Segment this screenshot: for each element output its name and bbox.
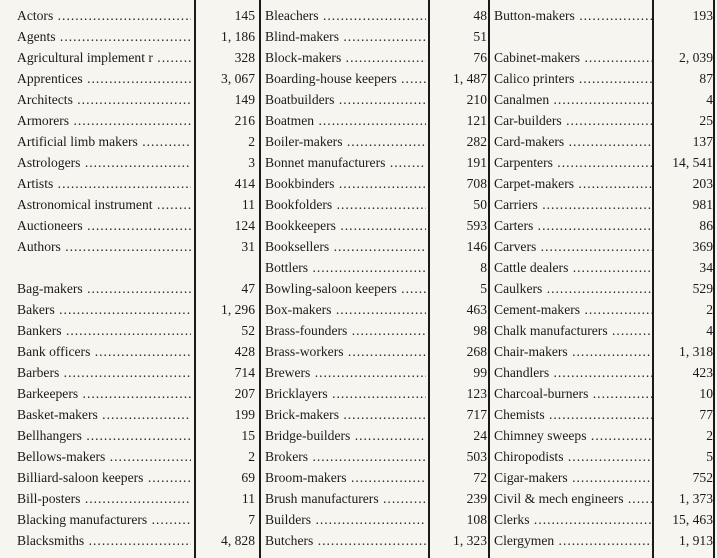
table-row [490,5,715,26]
table-row [261,194,489,215]
table-row [0,110,259,131]
occupation-label: Brewers ..... [265,362,426,383]
table-row [0,425,259,446]
table-row [490,236,715,257]
occupation-count: 752 [692,470,713,485]
occupation-count: 11 [241,491,255,506]
occupation-label: Bankers ..... [17,320,191,341]
occupation-label: Cigar-makers ..... [494,467,652,488]
table-row [261,236,489,257]
occupation-count: 423 [692,365,713,380]
occupation-label: Barkeepers ..... [17,383,191,404]
occupation-count: 5 [480,281,487,296]
occupation-label: Artists ..... [17,173,191,194]
occupation-label: Chimney sweeps ..... [494,425,652,446]
table-row [0,5,259,26]
occupation-count: 2, 039 [679,50,713,65]
occupation-count: 24 [473,428,487,443]
occupation-label: Bellows-makers ..... [17,446,191,467]
occupation-label: Boiler-makers ..... [265,131,426,152]
occupation-count: 87 [699,71,713,86]
occupation-label: Card-makers ..... [494,131,652,152]
table-row [0,236,259,257]
table-row [0,362,259,383]
occupation-count: 428 [234,344,255,359]
table-row [0,320,259,341]
occupation-label: Brick-makers ..... [265,404,426,425]
occupation-label: Astrologers ..... [17,152,191,173]
table-row [490,488,715,509]
occupation-count: 76 [473,50,487,65]
occupation-label: Bridge-builders ..... [265,425,426,446]
occupation-count: 25 [699,113,713,128]
occupation-label: Brass-founders ..... [265,320,426,341]
table-row [0,152,259,173]
table-row [490,530,715,551]
occupation-label: Carvers ..... [494,236,652,257]
occupation-label: Cement-makers ..... [494,299,652,320]
table-row [490,467,715,488]
occupation-count: 4, 828 [221,533,255,548]
table-row [261,278,489,299]
table-row [261,320,489,341]
occupation-label: Artificial limb makers ..... [17,131,191,152]
occupation-count: 210 [466,92,487,107]
occupation-label: Box-makers ..... [265,299,426,320]
occupation-label: Canalmen ..... [494,89,652,110]
occupation-count: 3, 067 [221,71,255,86]
table-row [490,194,715,215]
occupation-count: 199 [234,407,255,422]
table-row [490,131,715,152]
occupation-count: 50 [473,197,487,212]
table-row [0,173,259,194]
table-row [261,530,489,551]
occupation-count: 69 [241,470,255,485]
occupation-label: Bank officers ..... [17,341,191,362]
table-row [261,383,489,404]
table-row [0,446,259,467]
occupation-count: 123 [466,386,487,401]
table-row [0,89,259,110]
occupation-count: 4 [706,323,713,338]
occupation-label: Bakers ..... [17,299,191,320]
occupation-label: Barbers ..... [17,362,191,383]
occupation-label: Bottlers ..... [265,257,426,278]
table-row [490,341,715,362]
table-row [490,362,715,383]
table-row [261,26,489,47]
occupation-label: Bowling-saloon keepers ..... [265,278,426,299]
table-row [490,278,715,299]
occupation-label: Carters ..... [494,215,652,236]
occupation-count: 714 [234,365,255,380]
table-row [0,194,259,215]
table-row [0,47,259,68]
occupation-count: 86 [699,218,713,233]
column-1 [0,0,259,558]
occupation-label: Agents ..... [17,26,191,47]
table-row [0,467,259,488]
occupation-label: Chair-makers ..... [494,341,652,362]
occupation-label: Auctioneers ..... [17,215,191,236]
table-row [490,89,715,110]
occupation-count: 463 [466,302,487,317]
table-row [490,215,715,236]
occupation-count: 2 [248,449,255,464]
occupation-label: Civil & mech engineers ..... [494,488,652,509]
occupation-label: Builders ..... [265,509,426,530]
occupation-label: Booksellers ..... [265,236,426,257]
table-row [490,110,715,131]
table-row [261,173,489,194]
occupation-label: Clerks ..... [494,509,652,530]
table-row [0,278,259,299]
occupation-count: 98 [473,323,487,338]
occupation-count: 708 [466,176,487,191]
occupation-label: Carpenters ..... [494,152,652,173]
occupation-count: 2 [248,134,255,149]
occupation-count: 1, 323 [453,533,487,548]
occupation-label: Chandlers ..... [494,362,652,383]
table-row [0,341,259,362]
occupation-label: Caulkers ..... [494,278,652,299]
occupation-count: 414 [234,176,255,191]
occupation-label: Apprentices ..... [17,68,191,89]
occupation-count: 8 [480,260,487,275]
table-row [261,488,489,509]
occupation-label: Chalk manufacturers ..... [494,320,652,341]
occupation-count: 268 [466,344,487,359]
occupation-label: Button-makers ..... [494,5,652,26]
occupation-count: 108 [466,512,487,527]
table-row [261,131,489,152]
occupation-label: Authors ..... [17,236,191,257]
occupation-count: 146 [466,239,487,254]
table-row [261,5,489,26]
table-row [261,68,489,89]
occupation-count: 47 [241,281,255,296]
occupation-label: Bookfolders ..... [265,194,426,215]
occupation-count: 529 [692,281,713,296]
occupation-count: 77 [699,407,713,422]
occupation-count: 99 [473,365,487,380]
table-row [261,425,489,446]
occupation-count: 328 [234,50,255,65]
table-row [0,131,259,152]
occupation-count: 31 [241,239,255,254]
occupation-count: 5 [706,449,713,464]
table-row [490,173,715,194]
occupation-label: Astronomical instrument ..... [17,194,191,215]
table-row [261,362,489,383]
occupation-label: Boatbuilders ..... [265,89,426,110]
occupation-count: 149 [234,92,255,107]
occupation-label: Cabinet-makers ..... [494,47,652,68]
table-row [0,404,259,425]
occupation-label: Chemists ..... [494,404,652,425]
table-row [490,47,715,68]
occupation-count: 48 [473,8,487,23]
occupation-label: Chiropodists ..... [494,446,652,467]
table-row [261,110,489,131]
occupation-label: Basket-makers ..... [17,404,191,425]
occupation-label: Blacking manufacturers ..... [17,509,191,530]
occupation-count: 1, 487 [453,71,487,86]
occupation-label: Blind-makers ..... [265,26,426,47]
table-row [0,383,259,404]
table-row [490,152,715,173]
table-row [490,404,715,425]
table-row [490,257,715,278]
table-row [490,26,715,47]
occupation-count: 11 [241,197,255,212]
occupation-count: 15, 463 [672,512,713,527]
table-row [0,257,259,278]
occupation-count: 10 [699,386,713,401]
occupation-count: 3 [248,155,255,170]
occupation-label: Butchers ..... [265,530,426,551]
occupation-label: Charcoal-burners ..... [494,383,652,404]
table-row [490,425,715,446]
table-row [261,89,489,110]
occupation-label: Bookkeepers ..... [265,215,426,236]
occupation-count: 1, 318 [679,344,713,359]
occupation-label: Bellhangers ..... [17,425,191,446]
occupation-count: 1, 913 [679,533,713,548]
occupation-count: 981 [692,197,713,212]
table-row [490,509,715,530]
occupation-label: Calico printers ..... [494,68,652,89]
occupation-count: 191 [466,155,487,170]
occupation-count: 124 [234,218,255,233]
occupation-label: Blacksmiths ..... [17,530,191,551]
occupation-label: Car-builders ..... [494,110,652,131]
occupation-count: 137 [692,134,713,149]
table-row [261,215,489,236]
occupation-count: 369 [692,239,713,254]
occupation-label: Brass-workers ..... [265,341,426,362]
table-row [261,404,489,425]
occupation-count: 193 [692,8,713,23]
occupation-count: 2 [706,302,713,317]
table-row [0,488,259,509]
occupation-label: Actors ..... [17,5,191,26]
occupation-label: Broom-makers ..... [265,467,426,488]
table-row [0,68,259,89]
column-3 [490,0,715,558]
occupation-label: Bookbinders ..... [265,173,426,194]
occupation-label: Clergymen ..... [494,530,652,551]
occupation-count: 121 [466,113,487,128]
occupation-label: Bill-posters ..... [17,488,191,509]
occupation-label: Bricklayers ..... [265,383,426,404]
occupation-count: 1, 373 [679,491,713,506]
occupation-count: 7 [248,512,255,527]
table-row [261,152,489,173]
occupation-label: Billiard-saloon keepers ..... [17,467,191,488]
occupation-count: 503 [466,449,487,464]
table-row [0,530,259,551]
occupation-label: Carriers ..... [494,194,652,215]
occupation-count: 282 [466,134,487,149]
occupation-label: Cattle dealers ..... [494,257,652,278]
table-row [261,467,489,488]
occupation-label: Boatmen ..... [265,110,426,131]
table-row [261,341,489,362]
table-row [490,299,715,320]
occupation-count: 593 [466,218,487,233]
occupation-count: 51 [473,29,487,44]
table-row [261,446,489,467]
table-row [261,47,489,68]
occupation-count: 52 [241,323,255,338]
occupation-label: Brokers ..... [265,446,426,467]
occupation-label: Agricultural implement r ..... [17,47,191,68]
occupation-count: 207 [234,386,255,401]
occupation-count: 4 [706,92,713,107]
table-row [490,320,715,341]
occupation-label: Bonnet manufacturers ..... [265,152,426,173]
table-row [0,509,259,530]
table-row [0,215,259,236]
table-row [490,446,715,467]
table-row [0,26,259,47]
occupation-count: 216 [234,113,255,128]
table-row [261,509,489,530]
occupation-count: 72 [473,470,487,485]
occupation-count: 34 [699,260,713,275]
table-row [490,68,715,89]
occupation-label: Brush manufacturers ..... [265,488,426,509]
table-row [490,383,715,404]
column-2 [261,0,489,558]
occupation-count: 1, 296 [221,302,255,317]
occupation-count: 203 [692,176,713,191]
occupation-label: Architects ..... [17,89,191,110]
occupation-count: 2 [706,428,713,443]
occupation-label: Bag-makers ..... [17,278,191,299]
occupation-label: Boarding-house keepers ..... [265,68,426,89]
occupation-label: Carpet-makers ..... [494,173,652,194]
occupation-count: 717 [466,407,487,422]
occupation-label: Block-makers ..... [265,47,426,68]
occupation-count: 239 [466,491,487,506]
table-row [261,257,489,278]
table-row [0,299,259,320]
occupation-count: 145 [234,8,255,23]
occupation-count: 14, 541 [672,155,713,170]
occupation-count: 15 [241,428,255,443]
occupation-label: Armorers ..... [17,110,191,131]
occupation-count: 1, 186 [221,29,255,44]
table-row [261,299,489,320]
occupation-label: Bleachers ..... [265,5,426,26]
